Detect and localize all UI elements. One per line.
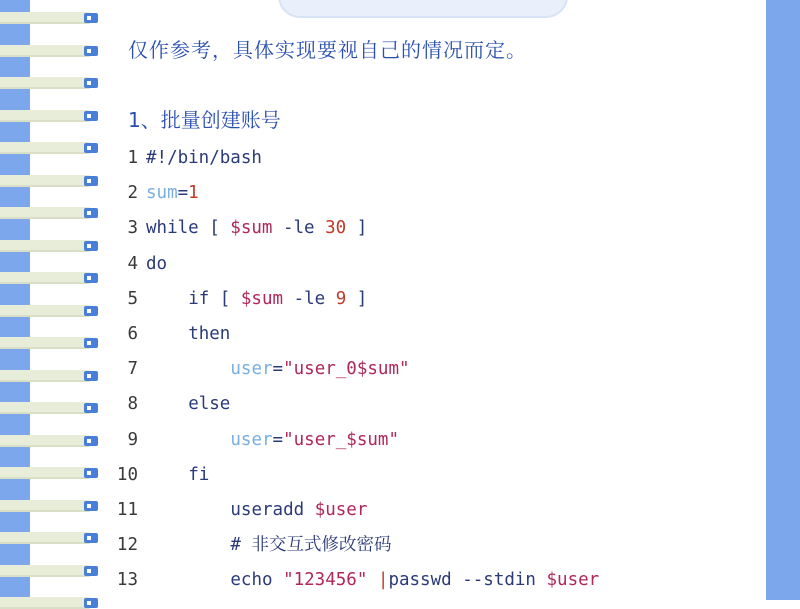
intro-text: 仅作参考，具体实现要视自己的情况而定。	[128, 38, 527, 62]
line-number: 13	[116, 570, 138, 591]
spiral-ring	[0, 12, 100, 24]
spiral-ring	[0, 142, 100, 154]
code-token: "user_0$sum"	[283, 359, 410, 380]
code-line	[112, 145, 762, 180]
spiral-ring	[0, 45, 100, 57]
code-text	[146, 215, 367, 241]
code-token: =	[177, 183, 189, 204]
spiral-ring	[0, 467, 100, 479]
code-text	[188, 391, 230, 417]
code-text	[230, 427, 399, 453]
code-token: useradd	[230, 499, 315, 520]
line-number: 2	[127, 183, 138, 204]
code-token: "123456"	[283, 570, 368, 591]
spiral-ring	[0, 337, 100, 349]
spiral-ring	[0, 565, 100, 577]
code-block	[112, 145, 762, 602]
code-token: ]	[346, 218, 368, 239]
spiral-ring	[0, 402, 100, 414]
spiral-ring	[0, 207, 100, 219]
spiral-ring	[0, 370, 100, 382]
code-token: fi	[188, 464, 210, 485]
code-token: ]	[346, 288, 368, 309]
code-token: sum	[146, 183, 178, 204]
code-token: -le	[272, 218, 326, 239]
code-token: while [	[146, 218, 231, 239]
code-text	[230, 356, 409, 382]
code-line	[112, 215, 762, 250]
line-number: 6	[127, 323, 138, 344]
code-token: $user	[314, 499, 368, 520]
code-token: =	[272, 359, 284, 380]
code-line	[112, 462, 762, 497]
code-token: if [	[188, 288, 241, 309]
code-token: --stdin	[462, 570, 547, 591]
spiral-ring	[0, 305, 100, 317]
line-number: 8	[127, 394, 138, 415]
line-number: 4	[127, 253, 138, 274]
line-number: 12	[116, 535, 138, 556]
line-number: 10	[116, 464, 138, 485]
code-token: user	[230, 429, 273, 450]
spiral-ring	[0, 77, 100, 89]
spiral-ring	[0, 175, 100, 187]
code-text	[230, 497, 367, 523]
code-text	[230, 532, 391, 558]
code-text	[188, 286, 367, 312]
code-token: else	[188, 394, 231, 415]
code-token: passwd	[388, 570, 463, 591]
code-text	[146, 145, 262, 171]
line-number: 1	[127, 148, 138, 168]
code-text	[188, 462, 209, 488]
code-token: echo	[230, 570, 284, 591]
line-number: 5	[127, 288, 138, 309]
code-token: user	[230, 359, 273, 380]
code-line	[112, 286, 762, 321]
code-line	[112, 532, 762, 567]
line-number: 9	[127, 429, 138, 450]
spiral-ring	[0, 435, 100, 447]
code-line	[112, 180, 762, 215]
code-text	[230, 567, 599, 593]
right-edge-strip	[766, 0, 800, 600]
code-token: 1	[188, 183, 199, 204]
line-number: 3	[127, 218, 138, 239]
code-token: -le	[283, 288, 336, 309]
code-token: $sum	[230, 218, 273, 239]
code-line	[112, 567, 762, 602]
spiral-ring	[0, 272, 100, 284]
code-token: =	[272, 429, 284, 450]
code-text	[146, 251, 167, 277]
spiral-ring	[0, 597, 100, 609]
code-token: 9	[335, 288, 347, 309]
code-token: do	[146, 253, 168, 274]
spiral-ring	[0, 110, 100, 122]
code-token: $user	[546, 570, 600, 591]
notebook-spiral-binding	[0, 0, 112, 600]
code-token: #!/bin/bash	[146, 148, 262, 168]
code-token: # 非交互式修改密码	[230, 535, 392, 556]
code-line	[112, 321, 762, 356]
code-token: "user_$sum"	[283, 429, 399, 450]
spiral-ring	[0, 532, 100, 544]
code-token: then	[188, 323, 231, 344]
line-number: 7	[127, 359, 138, 380]
code-line	[112, 251, 762, 286]
code-token: 30	[325, 218, 347, 239]
code-line	[112, 427, 762, 462]
code-line	[112, 356, 762, 391]
spiral-ring	[0, 500, 100, 512]
code-line	[112, 497, 762, 532]
code-token: $sum	[240, 288, 284, 309]
code-text	[188, 321, 230, 347]
line-number: 11	[116, 499, 138, 520]
code-token: |	[367, 570, 389, 591]
spiral-ring	[0, 240, 100, 252]
code-line	[112, 391, 762, 426]
title-banner	[278, 0, 568, 18]
code-text	[146, 180, 199, 206]
section-heading: 1、批量创建账号	[128, 108, 281, 132]
